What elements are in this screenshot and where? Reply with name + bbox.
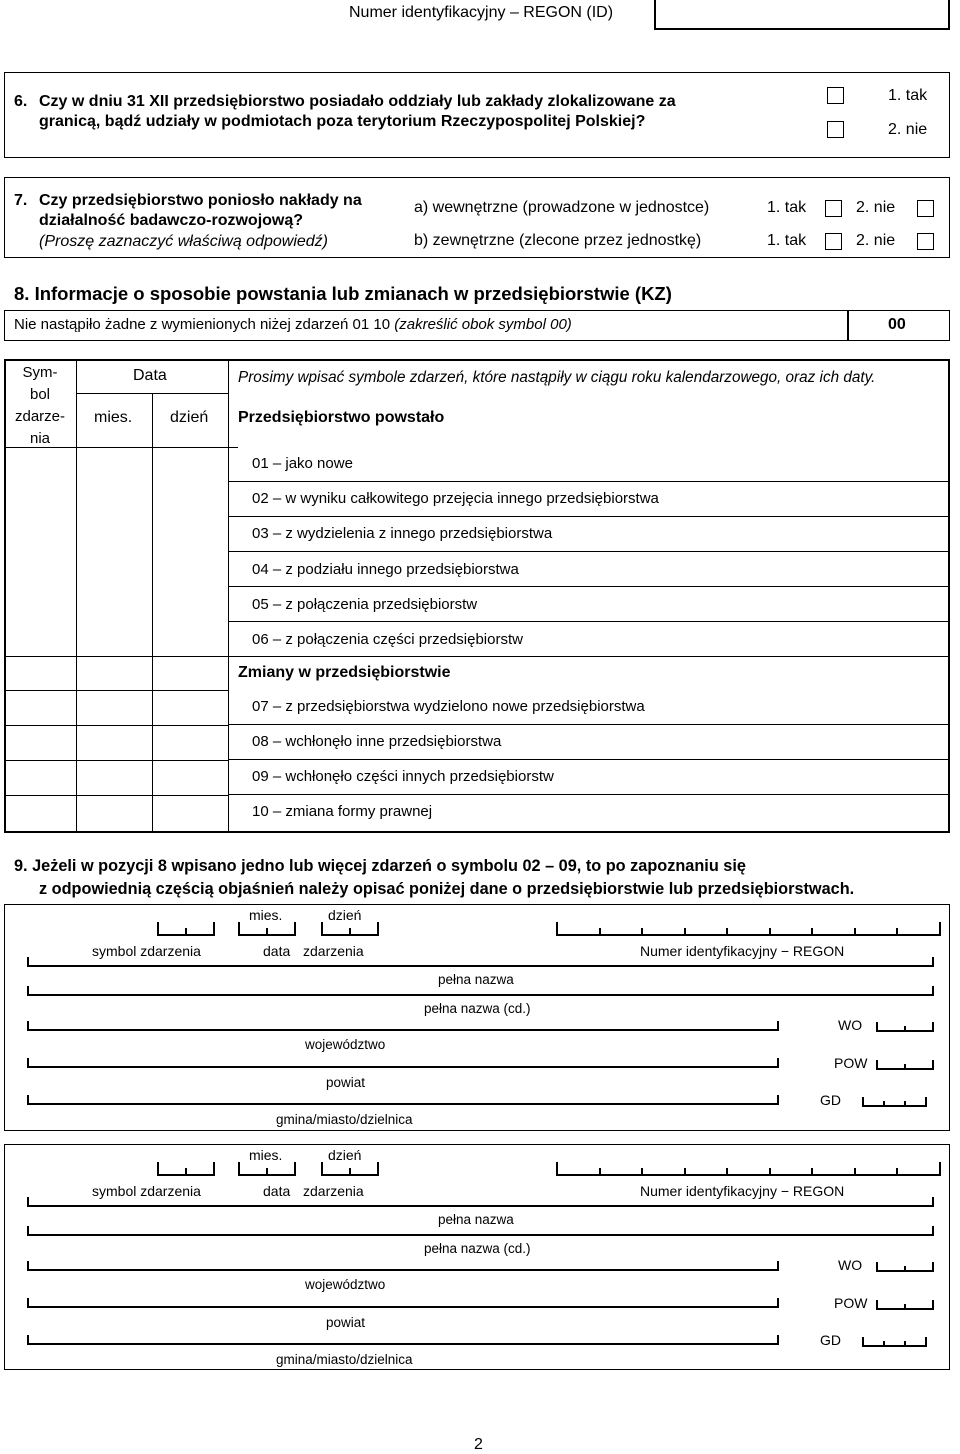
pow-label: POW [834, 1295, 868, 1311]
event-day-comb[interactable] [322, 922, 378, 936]
county-label: powiat [326, 1075, 366, 1090]
full-name-field-line2[interactable] [28, 1226, 933, 1236]
event-item-5: 05 – z połączenia przedsiębiorstw [252, 596, 478, 613]
q8-title: 8. Informacje o sposobie powstania lub zmianach w przedsiębiorstwie (KZ) [14, 283, 672, 304]
symbol-col-line-2 [4, 656, 76, 657]
event-row-separator [228, 794, 950, 795]
wo-comb[interactable] [877, 1022, 933, 1032]
event-item-3: 03 – z wydzielenia z innego przedsiębiorstwa [252, 525, 553, 542]
full-name-cont-label: pełna nazwa (cd.) [424, 1001, 531, 1016]
wo-label: WO [838, 1017, 863, 1033]
month-label: mies. [249, 907, 283, 923]
col-day-header: dzień [170, 409, 209, 426]
left-cols-line-4 [4, 725, 228, 726]
q8-none-text-wrap [14, 316, 572, 333]
col-symbol-line4: nia [29, 430, 51, 447]
pow-comb[interactable] [877, 1060, 933, 1070]
commune-field[interactable] [28, 1095, 778, 1105]
col-symbol-line1: Sym- [22, 364, 58, 381]
voivodeship-field[interactable] [28, 1261, 778, 1271]
q7b-yes-checkbox[interactable] [825, 233, 842, 250]
q7a-no-label: 2. nie [856, 199, 896, 216]
event-item-6: 06 – z połączenia części przedsiębiorstw [252, 631, 523, 648]
event-row-separator [228, 586, 950, 587]
left-cols-line-5 [4, 760, 228, 761]
pow-comb[interactable] [877, 1300, 933, 1310]
symbol-event-label: symbol zdarzenia [92, 1183, 201, 1199]
q6-no-checkbox[interactable] [827, 121, 844, 138]
q7-number: 7. [14, 192, 28, 209]
symbol-event-label: symbol zdarzenia [92, 943, 201, 959]
event-row-separator [228, 516, 950, 517]
event-item-2: 02 – w wyniku całkowitego przejęcia innego przedsiębiorstwa [252, 490, 659, 507]
q7-row-a-label: a) wewnętrzne (prowadzone w jednostce) [414, 199, 710, 216]
event-item-9: 09 – wchłonęło części innych przedsiębiorstw [252, 768, 554, 785]
month-label: mies. [249, 1147, 283, 1163]
table-divider-1 [76, 359, 77, 833]
gd-comb[interactable] [863, 1097, 926, 1107]
wo-comb[interactable] [877, 1262, 933, 1272]
full-name-label: pełna nazwa [438, 972, 514, 987]
col-symbol-line2: bol [29, 386, 51, 403]
col-month-header: mies. [94, 409, 133, 426]
event-month-comb[interactable] [239, 1162, 295, 1176]
regon-comb[interactable] [557, 922, 940, 936]
left-cols-line-3 [4, 690, 228, 691]
event-row-separator [228, 656, 950, 657]
county-field[interactable] [28, 1058, 778, 1068]
event-row-separator [228, 759, 950, 760]
q6-yes-label: 1. tak [888, 87, 928, 104]
event-month-comb[interactable] [239, 922, 295, 936]
full-name-label: pełna nazwa [438, 1212, 514, 1227]
voivodeship-field[interactable] [28, 1021, 778, 1031]
date-header-underline [76, 393, 228, 394]
event-row-separator [228, 481, 950, 482]
full-name-field-line2[interactable] [28, 986, 933, 996]
q7-text-line2: działalność badawczo-rozwojową? [39, 212, 304, 229]
event-symbol-comb[interactable] [158, 922, 214, 936]
day-label: dzień [328, 1147, 362, 1163]
q7-hint: (Proszę zaznaczyć właściwą odpowiedź) [39, 233, 328, 250]
full-name-cont-label: pełna nazwa (cd.) [424, 1241, 531, 1256]
q7a-no-checkbox[interactable] [917, 200, 934, 217]
event-item-8: 08 – wchłonęło inne przedsiębiorstwa [252, 733, 502, 750]
event-item-1: 01 – jako nowe [252, 455, 353, 472]
event-item-7: 07 – z przedsiębiorstwa wydzielono nowe przedsiębiorstwa [252, 698, 645, 715]
date-label: data [263, 943, 291, 959]
event-item-4: 04 – z podziału innego przedsiębiorstwa [252, 561, 519, 578]
county-label: powiat [326, 1315, 366, 1330]
event-row-separator [228, 621, 950, 622]
q6-no-label: 2. nie [888, 121, 928, 138]
table-divider-3 [228, 359, 229, 833]
voivodeship-label: województwo [305, 1037, 386, 1052]
regon-id-label: Numer identyfikacyjny – REGON (ID) [349, 4, 614, 21]
col-date-header: Data [133, 367, 167, 384]
commune-label: gmina/miasto/dzielnica [276, 1352, 413, 1367]
q6-text-line1: Czy w dniu 31 XII przedsiębiorstwo posiadało oddziały lub zakłady zlokalizowane za [39, 93, 676, 110]
date-cols-underline [76, 447, 228, 448]
q6-text-line2: granicą, bądź udziały w podmiotach poza terytorium Rzeczypospolitej Polskiej? [39, 113, 646, 130]
col-symbol-line3: zdarze- [14, 408, 66, 425]
q7a-yes-label: 1. tak [767, 199, 807, 216]
q6-yes-checkbox[interactable] [827, 87, 844, 104]
q8-none-hint: (zakreślić obok symbol 00) [394, 316, 572, 333]
q8-instructions: Prosimy wpisać symbole zdarzeń, które nastąpiły w ciągu roku kalendarzowego, oraz ich daty. [238, 369, 876, 386]
pow-label: POW [834, 1055, 868, 1071]
commune-label: gmina/miasto/dzielnica [276, 1112, 413, 1127]
event-day-comb[interactable] [322, 1162, 378, 1176]
day-label: dzień [328, 907, 362, 923]
event-symbol-comb[interactable] [158, 1162, 214, 1176]
q7-text-line1: Czy przedsiębiorstwo poniosło nakłady na [39, 192, 362, 209]
date-event-label: zdarzenia [303, 943, 364, 959]
event-item-10: 10 – zmiana formy prawnej [252, 803, 433, 820]
regon-label: Numer identyfikacyjny − REGON [640, 1183, 845, 1199]
full-name-field-line1[interactable] [28, 1197, 933, 1207]
q8-none-divider [847, 310, 849, 341]
q9-line2: z odpowiednią częścią objaśnień należy opisać poniżej dane o przedsiębiorstwie lub przedsiębiorstwach. [39, 880, 855, 898]
county-field[interactable] [28, 1298, 778, 1308]
event-row-separator [228, 724, 950, 725]
q9-line1: 9. Jeżeli w pozycji 8 wpisano jedno lub więcej zdarzeń o symbolu 02 – 09, to po zapoznaniu się [14, 857, 746, 875]
date-cols-line-2 [76, 656, 228, 657]
gd-label: GD [820, 1332, 841, 1348]
full-name-field-line1[interactable] [28, 957, 933, 967]
date-event-label: zdarzenia [303, 1183, 364, 1199]
regon-id-field[interactable] [654, 0, 950, 30]
q7b-yes-label: 1. tak [767, 232, 807, 249]
q8-none-text: Nie nastąpiło żadne z wymienionych niżej zdarzeń 01 10 [14, 316, 391, 333]
q8-none-code[interactable]: 00 [888, 316, 906, 333]
date-label: data [263, 1183, 291, 1199]
col-symbol-header [6, 362, 74, 450]
group2-title: Zmiany w przedsiębiorstwie [238, 664, 451, 681]
q7b-no-label: 2. nie [856, 232, 896, 249]
q7-row-b-label: b) zewnętrzne (zlecone przez jednostkę) [414, 232, 702, 249]
wo-label: WO [838, 1257, 863, 1273]
q7b-no-checkbox[interactable] [917, 233, 934, 250]
event-row-separator [228, 551, 950, 552]
symbol-header-underline [4, 447, 76, 448]
page-number: 2 [474, 1436, 483, 1453]
voivodeship-label: województwo [305, 1277, 386, 1292]
regon-label: Numer identyfikacyjny − REGON [640, 943, 845, 959]
regon-comb[interactable] [557, 1162, 940, 1176]
item-tick [228, 447, 238, 448]
q7a-yes-checkbox[interactable] [825, 200, 842, 217]
group1-title: Przedsiębiorstwo powstało [238, 409, 445, 426]
gd-label: GD [820, 1092, 841, 1108]
q6-number: 6. [14, 93, 28, 110]
commune-field[interactable] [28, 1335, 778, 1345]
left-cols-line-6 [4, 795, 228, 796]
gd-comb[interactable] [863, 1337, 926, 1347]
table-divider-2 [152, 393, 153, 833]
